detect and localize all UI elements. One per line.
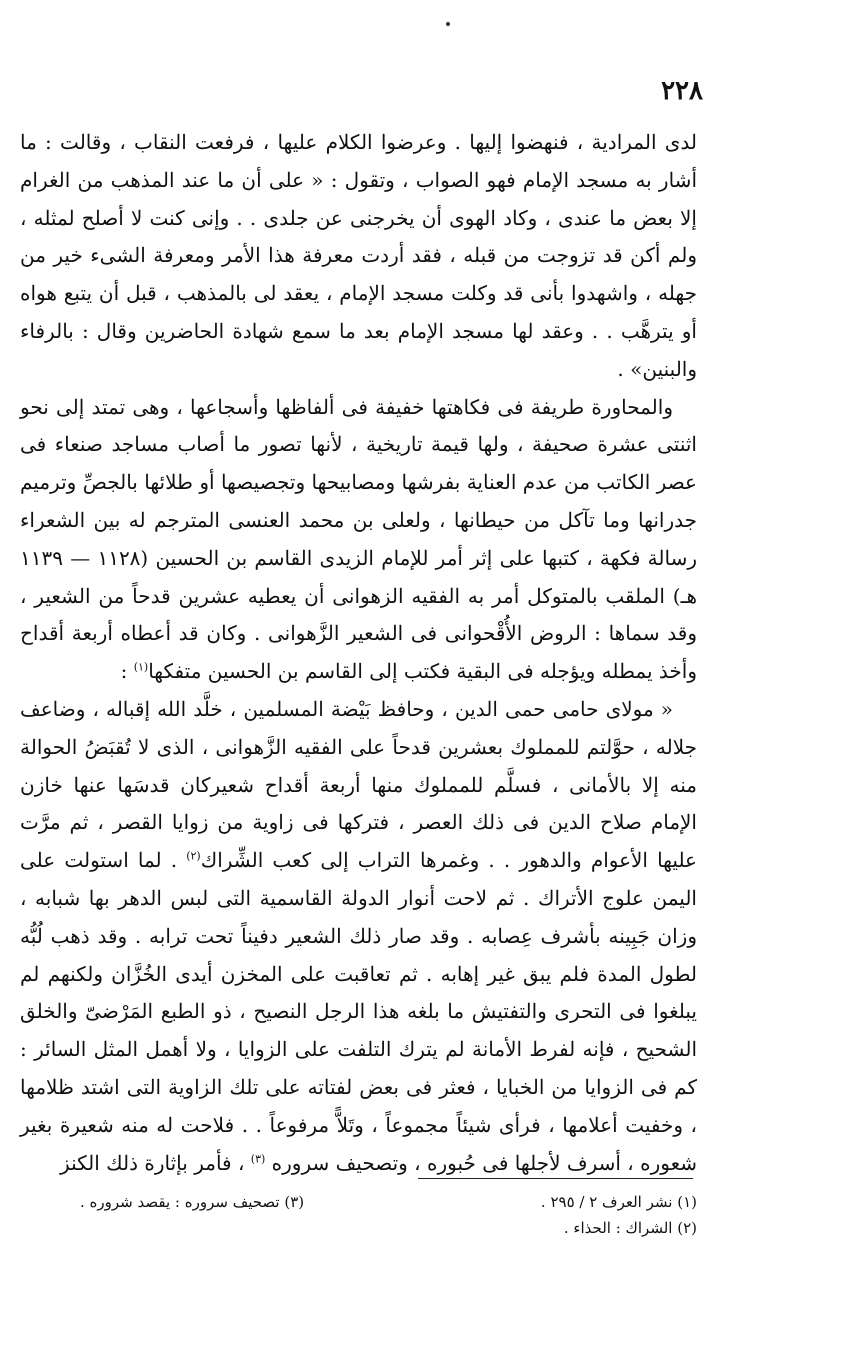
paragraph-3-text-c: ، فأمر بإثارة ذلك الكنز	[60, 1150, 245, 1175]
footnote-ref-3: (٣)	[250, 1151, 266, 1165]
footnote-row-1	[80, 1189, 697, 1215]
paragraph-3-text-a: « مولاى حامى حمى الدين ، وحافظ بَيْضة المسلمين ، خلَّد الله إقباله ، وضاعف جلاله ، حوَّلتم للمملوك بعشرين قدحاً على الفقيه الزَّهوانى ، الذى لا تُقبَضُ الحوالة منه إلا بالأمانى ، فسلَّم للمملوك منها أربعة أقداح شعيركان قدسَها عنها خازن الإمام صلاح الدين فى ذلك العصر ، فتركها فى زاوية من زوايا القصر ، ثم مرَّت عليها الأعوام والدهور . . وغمرها التراب إلى كعب الشِّراك	[20, 696, 697, 873]
footnote-3: (٣) تصحيف سروره : يقصد شروره .	[80, 1193, 305, 1211]
footnote-divider	[418, 1178, 693, 1179]
paragraph-1	[20, 124, 697, 389]
paragraph-2-text: والمحاورة طريفة فى فكاهتها خفيفة فى ألفاظها وأسجاعها ، وهى تمتد إلى نحو اثنتى عشرة صحيفة ، ولها قيمة تاريخية ، لأنها تصور ما أصاب مساجد صنعاء فى عصر الكاتب من عدم العناية بفرشها ومصابيحها وتجصيصها أو طلائها بالجصِّ وترميم جدرانها وما تآكل من حيطانها ، ولعلى بن محمد العنسى المترجم له بين الشعراء رسالة فكهة ، كتبها على إثر أمر للإمام الزيدى القاسم بن الحسين (١١٢٨ — ١١٣٩ هـ) الملقب بالمتوكل أمر به الفقيه الزهوانى أن يعطيه عشرين قدحاً من الشعير ، وقد سماها : الروض الأُقْحوانى فى الشعير الزَّهوانى . وكان قد أعطاه أربعة أقداح وأخذ يمطله ويؤجله فى البقية فكتب إلى القاسم بن الحسين متفكها	[20, 394, 698, 684]
paragraph-3	[20, 691, 697, 1182]
paragraph-3-text-b: . لما استولت على اليمن علوج الأتراك . ثم لاحت أنوار الدولة القاسمية التى لبس الدهر بها شبابه ، وزان جَبِينه بأشرف عِصابه . وقد صار ذلك الشعير دفيناً تحت ترابه . وقد ذهب لُبُّه لطول المدة فلم يبق غير إهابه . ثم تعاقبت على المخزن أيدى الخُزَّان ولكنهم لم يبلغوا فى التحرى والتفتيش ما بلغه هذا الرجل النصيح ، ذو الطبع المَرْضىّ والخلق الشحيح ، فإنه لفرط الأمانة لم يترك التلفت على الزوايا ، ولا أهمل المثل السائر : كم فى الزوايا من الخبايا ، فعثر فى بعض لفتاته على تلك الزاوية التى اشتد ظلامها ، وخفيت أعلامها ، فرأى شيئاً مجموعاً ، وتَلاًّ مرفوعاً . . فلاحت له منه شعيرة بغير شعوره ، أسرف لأجلها فى حُبوره ، وتصحيف سروره	[20, 848, 697, 1175]
top-dot-mark	[446, 22, 450, 26]
footnote-1: (١) نشر العرف ٢ / ٢٩٥ .	[540, 1193, 697, 1211]
footnote-2: (٢) الشراك : الحذاء .	[563, 1219, 697, 1237]
paragraph-2	[20, 389, 697, 691]
paragraph-1-text: لدى المرادية ، فنهضوا إليها . وعرضوا الكلام عليها ، فرفعت النقاب ، وقالت : ما أشار به مسجد الإمام فهو الصواب ، وتقول : « على أن ما عند المذهب من الغرام إلا بعض ما عندى ، وكاد الهوى أن يخرجنى عن جلدى . . وإنى كنت لا أصلح لمثله ، ولم أكن قد تزوجت من قبله ، فقد أردت معرفة هذا الأمر ومعرفة الشىء خير من جهله ، واشهدوا بأنى قد وكلت مسجد الإمام ، يعقد لى بالمذهب ، قبل أن يتبع هواه أو يترهَّب . . وعقد لها مسجد الإمام بعد ما سمع شهادة الحاضرين وقال : بالرفاء والبنين» .	[20, 130, 697, 381]
body-text	[20, 124, 697, 1182]
footnote-ref-1: (١)	[133, 660, 149, 674]
footnotes	[80, 1189, 697, 1241]
paragraph-2-colon: :	[120, 659, 134, 684]
footnote-row-2	[80, 1215, 697, 1241]
page-number: ٢٢٨	[661, 76, 703, 106]
footnote-ref-2: (٢)	[186, 849, 201, 863]
